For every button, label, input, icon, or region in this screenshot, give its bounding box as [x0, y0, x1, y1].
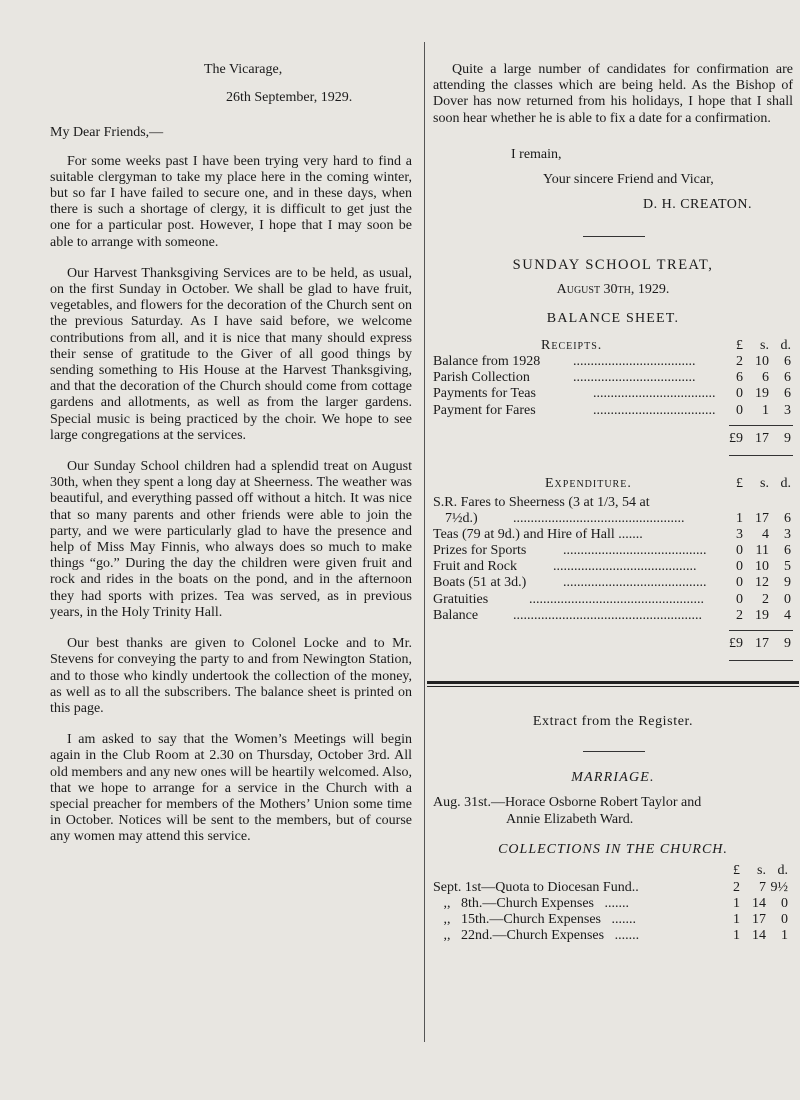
receipt-desc: Payments for Teas: [433, 386, 536, 402]
receipt-row: Parish Collection ................................... 6 6 6: [433, 370, 791, 386]
letter-signature: D. H. CREATON.: [643, 197, 753, 213]
right-column: [433, 58, 793, 944]
expenditure-list: [433, 495, 793, 624]
currency-shillings: s.: [760, 338, 769, 354]
expenditure-header: Expenditure. £ s. d.: [545, 475, 791, 491]
paragraph-thanks: Our best thanks are given to Colonel Locke and to Mr. Stevens for conveying the party to and from Newington Station, and to those who kindly undertook the collection of the money, as well as to all the subscribers. The balance sheet is printed on this page.: [50, 636, 412, 716]
receipt-row: Payment for Fares ................................... 0 1 3: [433, 402, 791, 418]
letter-closing: I remain,: [511, 146, 562, 162]
section-divider: [583, 751, 645, 752]
letter-greeting: My Dear Friends,—: [50, 125, 164, 141]
expenditure-row: S.R. Fares to Sheerness (3 at 1/3, 54 at 7½d.) ................................................. 1 17 6: [433, 494, 791, 526]
register-title: Extract from the Register.: [532, 713, 694, 729]
collections-title: COLLECTIONS IN THE CHURCH.: [498, 841, 728, 857]
marriage-title: MARRIAGE.: [571, 770, 655, 786]
expenditure-row: Teas (79 at 9d.) and Hire of Hall ....... 3 4 3: [433, 526, 791, 542]
collection-row: ,, 8th.—Church Expenses ....... 1 14 0: [433, 895, 788, 911]
paragraph-harvest: Our Harvest Thanksgiving Services are to be held, as usual, on the first Sunday in October. We shall be glad to have fruit, vegetables, and flowers for the decoration of the Church sent on the previous Saturday. As I have said before, we welcome contributions from all, and it is nice that many should express their sense of gratitude to the Giver of all good things by sending something to His House at the Harvest Thanksgiving, and that the decoration of the Church should come from cottage gardens and allotments, as well as from the larger gardens. Special music is being practiced by the choir. We hope to see large congregations at the services.: [50, 265, 412, 443]
paragraph-confirmation: Quite a large number of candidates for confirmation are attending the classes which are being held. As the Bishop of Dover has now returned from his holidays, I hope that I shall soon hear whether he is able to fix a date for a confirmation.: [433, 62, 793, 126]
marriage-entry: Aug. 31st.—Horace Osborne Robert Taylor and Annie Elizabeth Ward.: [433, 795, 702, 827]
currency-pence: d.: [780, 338, 791, 354]
receipts-label: Receipts.: [541, 338, 603, 354]
receipts-total: £9 17 9: [729, 430, 791, 446]
section-divider: [583, 236, 645, 237]
letter-address: The Vicarage,: [204, 62, 283, 77]
expenditure-row: Balance ...................................................... 2 19 4: [433, 607, 791, 623]
currency-pounds: £: [736, 338, 743, 354]
expenditure-total: £9 17 9: [729, 635, 791, 651]
expenditure-row: Boats (51 at 3d.) ......................................... 0 12 9: [433, 575, 791, 591]
expenditure-row: Fruit and Rock ......................................... 0 10 5: [433, 559, 791, 575]
receipt-row: Balance from 1928 ................................... 2 10 6: [433, 354, 791, 370]
vicar-letter: [50, 58, 412, 846]
expenditure-row: Gratuities .................................................. 0 2 0: [433, 591, 791, 607]
receipt-desc: Parish Collection: [433, 370, 530, 386]
double-rule: [427, 681, 799, 687]
treat-date: August 30th, 1929.: [556, 281, 670, 297]
paragraph-clergyman: For some weeks past I have been trying very hard to find a suitable clergyman to take my place here in the coming winter, but so far I have failed to secure one, and in these days, when there is such a shortage of clergy, it is difficult to get just the one for a particular post. However, I hope that I may soon be able to arrange with someone.: [50, 153, 412, 250]
collection-row: ,, 15th.—Church Expenses ....... 1 17 0: [433, 911, 788, 927]
receipt-desc: Balance from 1928: [433, 354, 541, 370]
collection-row: Sept. 1st—Quota to Diocesan Fund.. 2 7 9½: [433, 879, 788, 895]
expenditure-row: Prizes for Sports ......................................... 0 11 6: [433, 542, 791, 558]
expenditure-label: Expenditure.: [545, 475, 632, 491]
collection-row: ,, 22nd.—Church Expenses ....... 1 14 1: [433, 927, 788, 943]
collections-list: £ s. d. Sept. 1st—Quota to Diocesan Fund.. 2 7 9½ ,, 8th.—Church Expenses ....... 1 14 0 ,, 15th.—Church Expenses ....... 1 17 0 ,, 22nd.—Church Expenses ....... 1 14 1: [433, 863, 793, 944]
receipt-row: Payments for Teas ................................... 0 19 6: [433, 386, 791, 402]
receipt-desc: Payment for Fares: [433, 402, 536, 418]
receipts-header: [433, 338, 793, 354]
letter-date: 26th September, 1929.: [226, 90, 353, 106]
column-divider: [424, 42, 425, 1042]
balance-sheet-title: BALANCE SHEET.: [546, 310, 680, 326]
paragraph-sunday-school: Our Sunday School children had a splendid treat on August 30th, when they spent a long day at Sheerness. The weather was beautiful, and everything passed off without a hitch. It was nice that so many parents and other friends were able to join the party, and we were particularly glad to have the presence and help of Miss May Finnis, who always does so much to make things “go.” During the day the children were given fruit and rock and rides in the boats on the pond, and in the afternoon they had sports with prizes. Tea was served, as in previous years, in the Holy Trinity Hall.: [50, 459, 412, 620]
receipts-list: [433, 354, 793, 419]
treat-title: SUNDAY SCHOOL TREAT,: [512, 257, 714, 274]
letter-closing-friend: Your sincere Friend and Vicar,: [543, 172, 714, 188]
paragraph-womens-meetings: I am asked to say that the Women’s Meetings will begin again in the Club Room at 2.30 on Thursday, October 3rd. All old members and any new ones will be heartily welcomed. Also, that we hope to arrange for a service in the Church with a special preacher for members of the Mothers’ Union some time in October. Notices will be sent to the members, but of course any women may attend this service.: [50, 732, 412, 845]
